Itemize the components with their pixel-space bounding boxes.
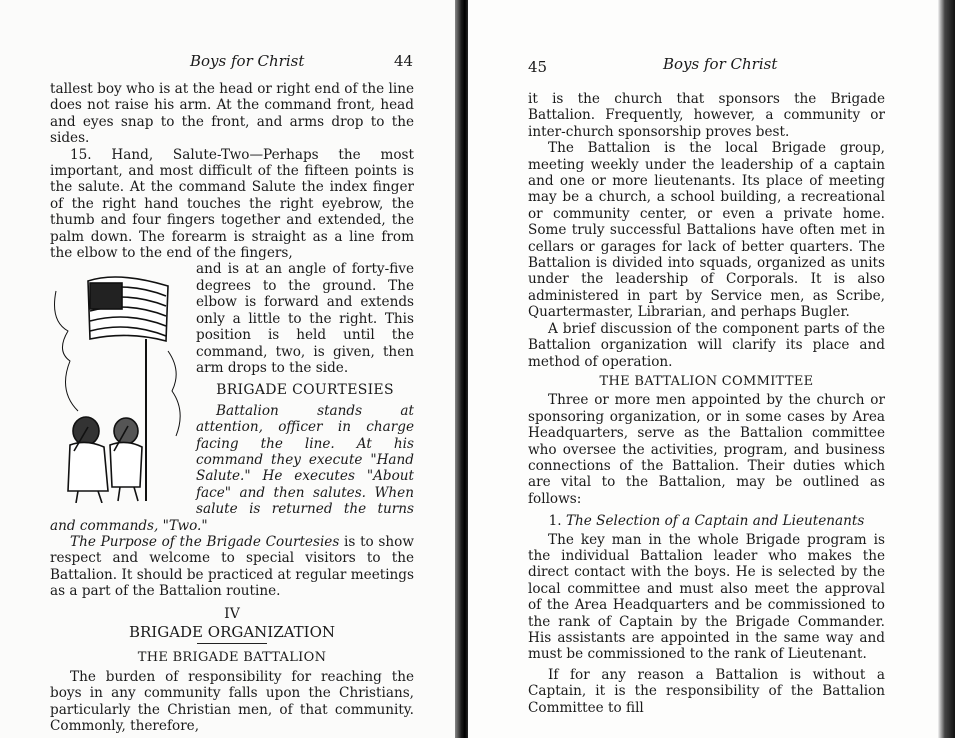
saluting-boys-illustration: [48, 261, 188, 503]
saluting-boy-icon: [68, 417, 108, 503]
right-text-column: [528, 91, 885, 716]
paragraph-continuation: tallest boy who is at the head or right end of the line does not raise his arm. At the command front, head and eyes snap to the front, and arms drop to the sides.: [50, 81, 414, 147]
paragraph-discussion: A brief discussion of the component parts of the Battalion organization will clarify its place and method of operation.: [528, 320, 885, 370]
committee-heading: THE BATTALION COMMITTEE: [599, 373, 814, 389]
right-running-header: Boys for Christ: [663, 55, 778, 73]
page-edge-right: [938, 0, 955, 738]
paragraph-sponsor: it is the church that sponsors the Brigade Battalion. Frequently, however, a community or inter-church sponsorship proves best.: [528, 91, 885, 140]
paragraph-salute-wrap: and is at an angle of forty-five degrees to the ground. The elbow is forward and extends only a little to the right. This position is held until the command, two, is given, then arm drops to the side.: [196, 261, 414, 376]
item-title: The Selection of a Captain and Lieutenants: [565, 513, 865, 530]
left-running-header: Boys for Christ: [190, 52, 305, 70]
paragraph-battalion: The Battalion is the local Brigade group, meeting weekly under the leadership of a captain and one or more lieutenants. Its place of meeting may be a church, a school building, a recreational or community center, or even a private home. Some truly successful Battalions have often met in cellars or garages for lack of better quarters. The Battalion is divided into squads, organized as units under the leadership of Corporals. It is also administered in part by Service men, as Scribe, Quartermaster, Librarian, and perhaps Bugler.: [528, 140, 885, 321]
paragraph-committee: Three or more men appointed by the church or sponsoring organization, or in some cases by Area Headquarters, serve as the Battalion committee who oversee the activities, program, and business connections of the Battalion. Their duties which are vital to the Battalion, may be outlined as follows:: [528, 392, 885, 507]
left-page-number: 44: [394, 52, 414, 70]
flag-salute-drawing: [48, 261, 188, 503]
chapter-title: BRIGADE ORGANIZATION: [128, 623, 336, 641]
paragraph-without-captain: If for any reason a Battalion is without a Captain, it is the responsibility of the Battalion Committee to fill: [528, 666, 885, 716]
saluting-boy-icon: [110, 418, 142, 501]
courtesies-instructions: Battalion stands at attention, officer in charge facing the line. At his command they execute "Hand Salute." He executes "About face" and then salutes. When salute is returned the turns and commands, "Two.": [50, 402, 414, 534]
section-heading: THE BRIGADE BATTALION: [137, 650, 327, 666]
paragraph-burden: The burden of responsibility for reaching the boys in any community falls upon the Christians, particularly the Christian men, of that community. Commonly, therefore,: [50, 668, 414, 735]
chapter-number: IV: [224, 605, 240, 622]
left-text-column: [50, 81, 414, 734]
chapter-divider: [197, 643, 267, 644]
paragraph-key-man: The key man in the whole Brigade program is the individual Battalion leader who makes the direct contact with the boys. He is selected by the local committee and must also meet the approval of the Area Headquarters and be commissioned to the rank of Captain by the Brigade Commander. His assistants are appointed in the same way and must be commissioned to the rank of Lieutenant.: [528, 531, 885, 663]
paragraph-salute: 15. Hand, Salute-Two—Perhaps the most important, and most difficult of the fifteen points is the salute. At the command Salute the index finger of the right hand touches the right eyebrow, the thumb and four fingers together and extended, the palm down. The forearm is straight as a line from the elbow to the end of the fingers,: [50, 146, 414, 262]
flag-icon: [55, 277, 181, 436]
paragraph-purpose: [50, 534, 414, 600]
courtesies-heading: BRIGADE COURTESIES: [216, 382, 394, 399]
item-number: 1.: [548, 513, 562, 530]
list-item-heading: [528, 513, 885, 529]
left-page: [0, 0, 462, 738]
purpose-lead: The Purpose of the Brigade Courtesies: [70, 533, 340, 550]
right-page-number: 45: [528, 58, 548, 76]
purpose-text: is to show respect and welcome to special visitors to the Battalion. It should be practiced at regular meetings as a part of the Battalion routine.: [50, 533, 414, 600]
